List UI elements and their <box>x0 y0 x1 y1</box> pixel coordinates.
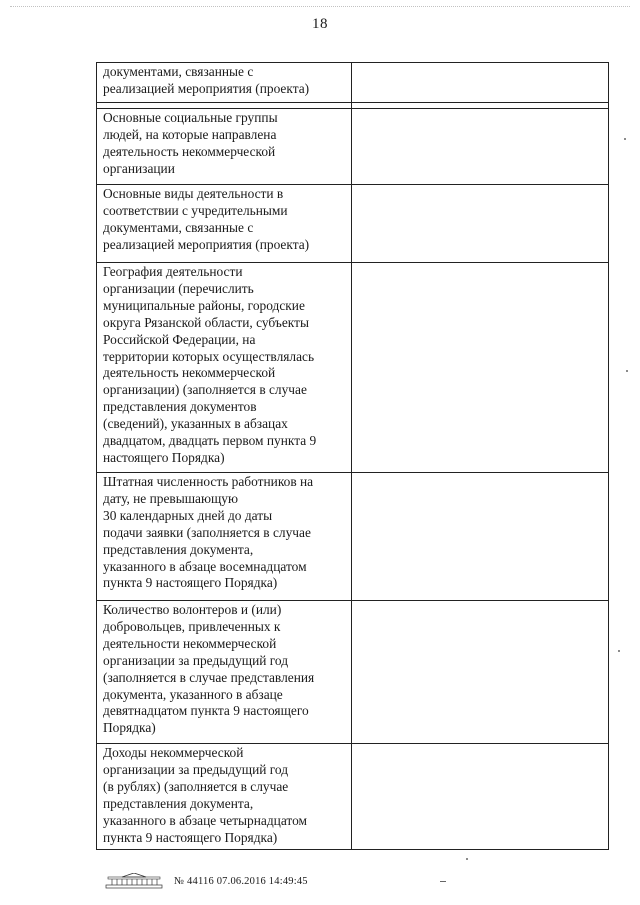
row-label: Доходы некоммерческой организации за предыдущий год (в рублях) (заполняется в случае представления документа, указанного в абзаце четырнадцатом пункта 9 настоящего Порядка) <box>103 745 308 845</box>
row-value-cell <box>352 109 609 185</box>
row-label: Основные виды деятельности в соответствии с учредительными документами, связанные с реализацией мероприятия (проекта) <box>103 186 310 252</box>
row-label: География деятельности организации (перечислить муниципальные районы, городские округа Рязанской области, субъекты Российской Федерации, на территории которых осуществлялась деятельность некоммерческой организации) (заполняется в случае представления документов (сведений), указанных в абзацах двадцатом, двадцать первом пункта 9 настоящего Порядка) <box>103 264 317 465</box>
row-label-cell <box>97 744 352 850</box>
row-label: Количество волонтеров и (или) добровольцев, привлеченных к деятельности некоммерческой организации за предыдущий год (заполняется в случае представления документа, указанного в абзаце девятнадцатом пункта 9 настоящего Порядка) <box>103 602 315 736</box>
row-label-cell <box>97 601 352 744</box>
row-label-cell <box>97 473 352 601</box>
scan-artifact-line <box>10 6 630 9</box>
row-label: Штатная численность работников на дату, не превышающую 30 календарных дней до даты подачи заявки (заполняется в случае представления документа, указанного в абзаце восемнадцатом пункта 9 настоящего Порядка) <box>103 474 314 591</box>
table-row <box>97 263 609 473</box>
row-label-cell <box>97 185 352 263</box>
scan-speck <box>440 881 446 882</box>
row-label-cell <box>97 263 352 473</box>
scan-speck <box>626 370 628 372</box>
row-value-cell <box>352 473 609 601</box>
row-value-cell <box>352 744 609 850</box>
row-value-cell <box>352 263 609 473</box>
table-row <box>97 473 609 601</box>
page-number: 18 <box>312 16 328 32</box>
table-row <box>97 601 609 744</box>
table-row <box>97 744 609 850</box>
row-value-cell <box>352 601 609 744</box>
row-value-cell <box>352 185 609 263</box>
row-label: документами, связанные с реализацией мероприятия (проекта) <box>103 64 310 96</box>
table-row <box>97 63 609 103</box>
table-row <box>97 109 609 185</box>
form-table <box>96 62 609 850</box>
table-row <box>97 185 609 263</box>
row-label-cell <box>97 63 352 103</box>
row-label: Основные социальные группы людей, на которые направлена деятельность некоммерческой организации <box>103 110 278 176</box>
row-value-cell <box>352 63 609 103</box>
scan-speck <box>466 858 468 860</box>
document-registration-stamp: № 44116 07.06.2016 14:49:45 <box>174 875 308 887</box>
scan-speck <box>618 650 620 652</box>
row-label-cell <box>97 109 352 185</box>
government-building-logo-icon <box>104 873 164 889</box>
scan-speck <box>624 138 626 140</box>
document-footer <box>104 872 308 890</box>
